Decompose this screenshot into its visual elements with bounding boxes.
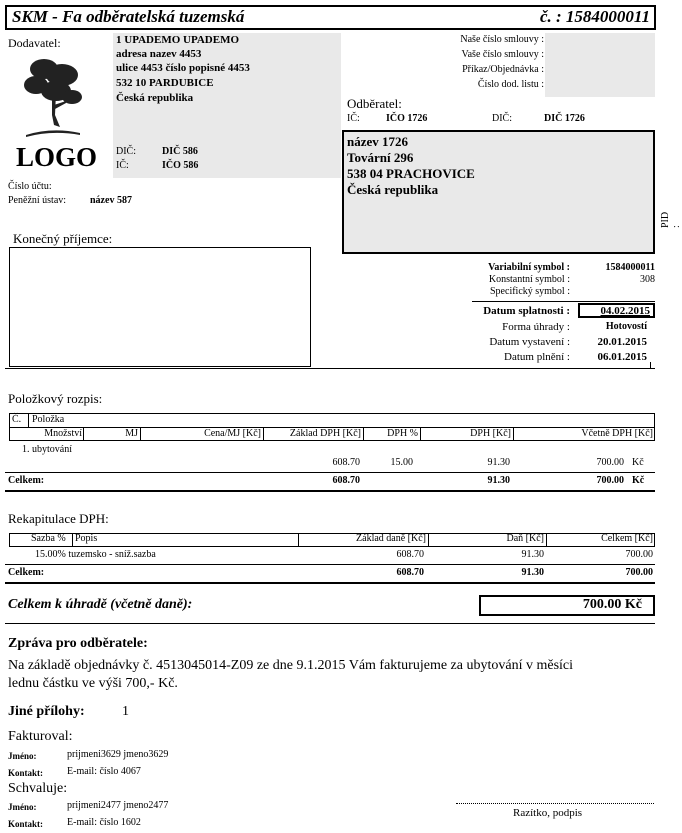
items-sum-divider [5, 472, 655, 473]
items-col-sep [363, 427, 364, 441]
message-line-1: Na základě objednávky č. 4513045014-Z09 ze dne 9.1.2015 Vám fakturujeme za ubytování v měsíci [8, 658, 574, 673]
bank-name: název 587 [90, 195, 132, 206]
approved-name: prijmeni2477 jmeno2477 [67, 800, 169, 811]
signature-label: Razítko, podpis [513, 807, 583, 819]
attachments-value: 1 [122, 704, 129, 719]
supplier-country: Česká republika [116, 92, 194, 104]
items-sum-base: 608.70 [332, 475, 360, 486]
vat-sum-vat: 91.30 [521, 567, 544, 578]
vat-col-rate: Sazba % [31, 533, 66, 544]
ss-label: Specifický symbol : [490, 286, 570, 297]
approved-title: Schvaluje: [8, 781, 68, 796]
message-line-2: lednu částku ve výši 700,- Kč. [8, 676, 178, 691]
approved-contact-label: Kontakt: [8, 819, 44, 829]
items-col-total: Včetně DPH [Kč] [581, 428, 653, 439]
approved-name-label: Jméno: [8, 802, 37, 812]
due-label: Datum splatnosti : [483, 305, 570, 317]
document-number: č. : 1584000011 [539, 7, 650, 26]
items-sum-total: 700.00 [596, 475, 624, 486]
message-title: Zpráva pro odběratele: [8, 636, 148, 651]
supplier-dic-label: DIČ: [116, 146, 136, 157]
vat-sum-label: Celkem: [8, 567, 45, 578]
payment-divider [472, 301, 655, 302]
vat-col-sep [72, 533, 73, 547]
total-label: Celkem k úhradě (včetně daně): [8, 597, 193, 612]
items-col-sep [140, 427, 141, 441]
vs-label: Variabilní symbol : [488, 262, 570, 273]
vat-col-desc: Popis [75, 533, 98, 544]
section-divider-tick [650, 362, 651, 368]
customer-city: 538 04 PRACHOVICE [347, 166, 475, 181]
total-divider [5, 623, 655, 624]
issue-label: Datum vystavení : [489, 336, 570, 348]
customer-ic-label: IČ: [347, 113, 360, 124]
ks-label: Konstantní symbol : [488, 274, 570, 285]
items-col-sep [28, 413, 29, 427]
vat-sum-bottom [5, 582, 655, 584]
supplier-address-1: adresa nazev 4453 [116, 48, 202, 60]
ks-value: 308 [640, 274, 655, 285]
section-divider [5, 368, 655, 369]
items-col-qty: Množství [44, 428, 82, 439]
form-value: Hotovostí [605, 321, 647, 332]
customer-country: Česká republika [347, 182, 439, 197]
order-label: Příkaz/Objednávka : [462, 64, 544, 75]
customer-label: Odběratel: [347, 96, 402, 111]
customer-dic: DIČ 1726 [544, 113, 585, 124]
supplier-ic-label: IČ: [116, 160, 129, 171]
vat-col-base: Základ daně [Kč] [356, 533, 426, 544]
items-sum-currency: Kč [632, 475, 645, 486]
our-contract-label: Naše číslo smlouvy : [460, 34, 544, 45]
approved-contact: E-mail: číslo 1602 [67, 817, 141, 828]
final-recipient-label: Konečný příjemce: [13, 231, 113, 246]
form-label: Forma úhrady : [502, 321, 570, 333]
perf-value: 06.01.2015 [597, 351, 647, 363]
perf-label: Datum plnění : [504, 351, 570, 363]
items-col-mj: MJ [125, 428, 138, 439]
vat-row-vat: 91.30 [521, 549, 544, 560]
signature-dotted-line [456, 803, 654, 804]
item-row-currency: Kč [632, 457, 644, 468]
items-col-price: Cena/MJ [Kč] [204, 428, 261, 439]
item-row-vat: 91.30 [487, 457, 510, 468]
vat-row-total: 700.00 [625, 549, 653, 560]
customer-ic: IČO 1726 [386, 113, 428, 124]
vs-value: 1584000011 [605, 262, 655, 273]
issue-value: 20.01.2015 [597, 336, 647, 348]
vat-sum-total: 700.00 [625, 567, 653, 578]
item-row-base: 608.70 [332, 457, 360, 468]
vat-row-base: 608.70 [396, 549, 424, 560]
invoiced-title: Fakturoval: [8, 729, 73, 744]
vat-col-sep [298, 533, 299, 547]
customer-dic-label: DIČ: [492, 113, 512, 124]
items-col-sep [513, 427, 514, 441]
items-sum-vat: 91.30 [487, 475, 510, 486]
customer-street: Tovární 296 [347, 150, 414, 165]
logo-text: LOGO [16, 142, 98, 172]
invoiced-name: prijmeni3629 jmeno3629 [67, 749, 169, 760]
items-col-sep [420, 427, 421, 441]
refs-panel [545, 33, 655, 97]
items-sum-label: Celkem: [8, 475, 45, 486]
supplier-name: 1 UPADEMO UPADEMO [116, 34, 240, 46]
account-label: Číslo účtu: [8, 181, 52, 192]
vat-sum-divider [5, 564, 655, 565]
final-recipient-box [9, 247, 311, 367]
supplier-address-2: ulice 4453 číslo popisné 4453 [116, 62, 250, 74]
supplier-label: Dodavatel: [8, 36, 61, 50]
pid-label: PID : [660, 211, 682, 228]
vat-recap-title: Rekapitulace DPH: [8, 511, 109, 526]
document-title: SKM - Fa odběratelská tuzemská [12, 7, 245, 26]
tree-logo-icon [22, 55, 84, 137]
items-col-sep [83, 427, 84, 441]
vat-col-vat: Daň [Kč] [506, 533, 544, 544]
item-row-name: 1. ubytování [22, 444, 72, 455]
customer-name: název 1726 [347, 134, 409, 149]
vat-col-total: Celkem [Kč] [601, 533, 653, 544]
items-col-c: Č. [12, 414, 22, 425]
supplier-address-3: 532 10 PARDUBICE [116, 77, 214, 89]
attachments-label: Jiné přílohy: [8, 704, 85, 719]
vat-col-sep [546, 533, 547, 547]
supplier-dic: DIČ 586 [162, 146, 198, 157]
invoiced-contact: E-mail: číslo 4067 [67, 766, 141, 777]
invoiced-name-label: Jméno: [8, 751, 37, 761]
items-col-item: Položka [32, 414, 65, 425]
your-contract-label: Vaše číslo smlouvy : [461, 49, 544, 60]
items-col-vat: DPH [Kč] [470, 428, 511, 439]
total-value: 700.00 Kč [582, 597, 642, 612]
supplier-ic: IČO 586 [162, 160, 199, 171]
due-value: 04.02.2015 [600, 305, 650, 317]
vat-row-desc: 15.00% tuzemsko - sníž.sazba [35, 549, 156, 560]
items-col-rate: DPH % [387, 428, 418, 439]
items-sum-bottom [5, 490, 655, 492]
delivery-note-label: Číslo dod. listu : [477, 79, 544, 90]
bank-label: Peněžní ústav: [8, 195, 67, 206]
item-row-rate: 15.00 [390, 457, 413, 468]
items-title: Položkový rozpis: [8, 391, 103, 406]
items-col-base: Základ DPH [Kč] [289, 428, 361, 439]
item-row-total: 700.00 [596, 457, 624, 468]
invoiced-contact-label: Kontakt: [8, 768, 44, 778]
vat-sum-base: 608.70 [396, 567, 424, 578]
items-col-sep [263, 427, 264, 441]
vat-col-sep [428, 533, 429, 547]
